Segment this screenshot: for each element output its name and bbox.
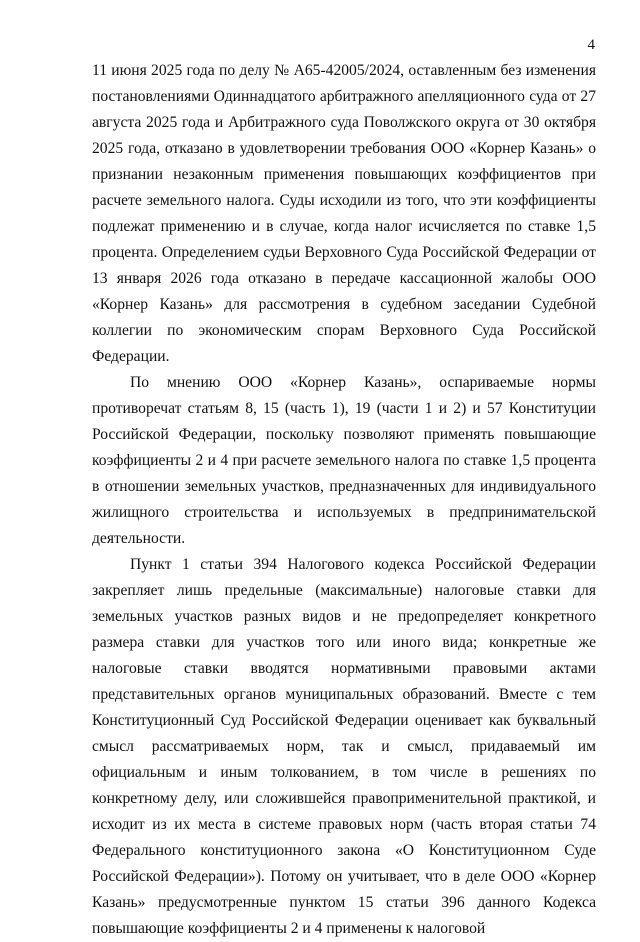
document-body <box>92 58 596 942</box>
paragraph-2: По мнению ООО «Корнер Казань», оспариваемые нормы противоречат статьям 8, 15 (часть 1), 19 (части 1 и 2) и 57 Конституции Российской Федерации, поскольку позволяют применять повышающие коэффициенты 2 и 4 при расчете земельного налога по ставке 1,5 процента в отношении земельных участков, предназначенных для индивидуального жилищного строительства и используемых в предпринимательской деятельности. <box>92 374 596 547</box>
page-number: 4 <box>587 37 595 53</box>
paragraph-3: Пункт 1 статьи 394 Налогового кодекса Российской Федерации закрепляет лишь предельные (максимальные) налоговые ставки для земельных участков разных видов и не предопределяет конкретного размера ставки для участков того или иного вида; конкретные же налоговые ставки вводятся нормативными правовыми актами представительных органов муниципальных образований. Вместе с тем Конституционный Суд Российской Федерации оценивает как буквальный смысл рассматриваемых норм, так и смысл, придаваемый им официальным и иным толкованием, в том числе в решениях по конкретному делу, или сложившейся правоприменительной практикой, и исходит из их места в системе правовых норм (часть вторая статьи 74 Федерального конституционного закона «О Конституционном Суде Российской Федерации»). Потому он учитывает, что в деле ООО «Корнер Казань» предусмотренные пунктом 15 статьи 396 данного Кодекса повышающие коэффициенты 2 и 4 применены к налоговой <box>92 556 596 937</box>
paragraph-1: 11 июня 2025 года по делу № А65-42005/2024, оставленным без изменения постановлениями Одиннадцатого арбитражного апелляционного суда от 27 августа 2025 года и Арбитражного суда Поволжского округа от 30 октября 2025 года, отказано в удовлетворении требования ООО «Корнер Казань» о признании незаконным применения повышающих коэффициентов при расчете земельного налога. Суды исходили из того, что эти коэффициенты подлежат применению и в случае, когда налог исчисляется по ставке 1,5 процента. Определением судьи Верховного Суда Российской Федерации от 13 января 2026 года отказано в передаче кассационной жалобы ООО «Корнер Казань» для рассмотрения в судебном заседании Судебной коллегии по экономическим спорам Верховного Суда Российской Федерации. <box>92 62 596 365</box>
